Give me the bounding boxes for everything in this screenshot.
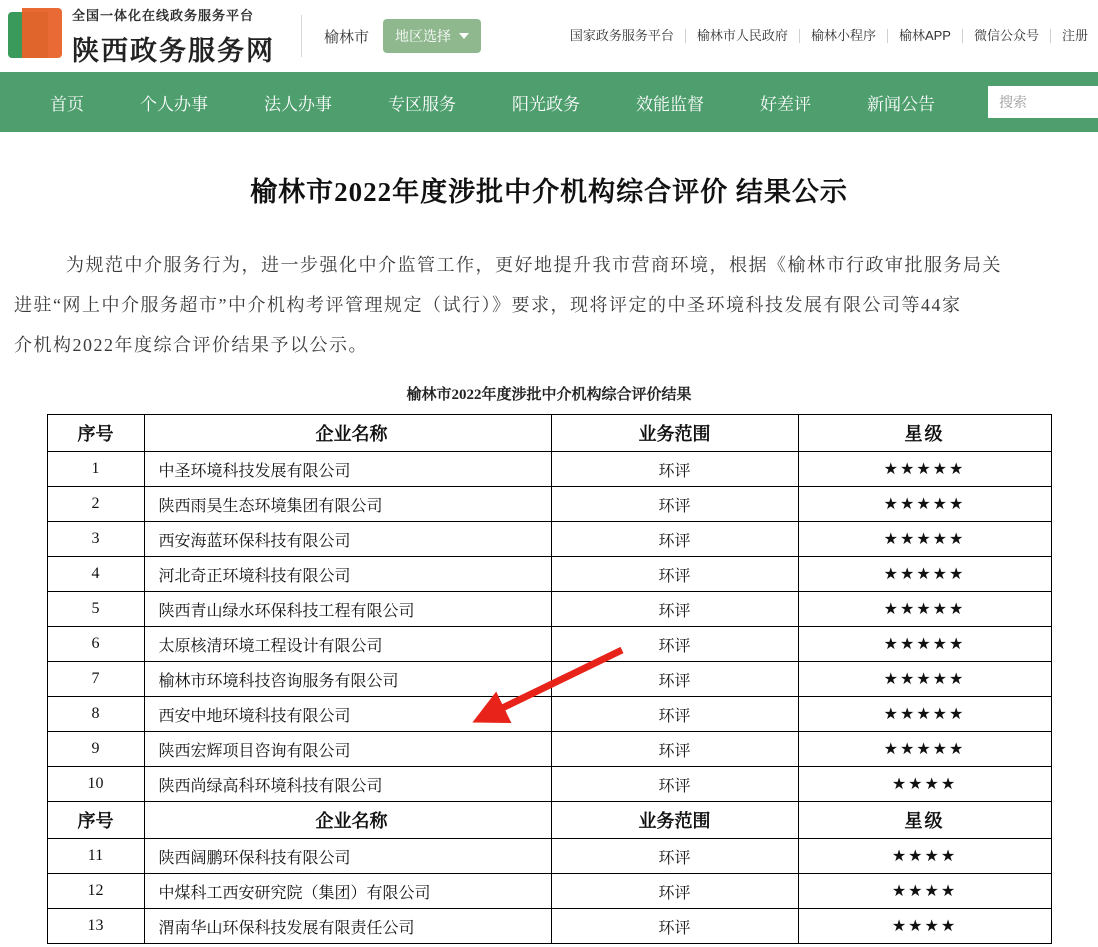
cell-index: 12 [47, 874, 144, 909]
site-header [0, 0, 1098, 72]
nav-item-legal-entity[interactable]: 法人办事 [264, 94, 332, 114]
nav-item-personal[interactable]: 个人办事 [140, 94, 208, 114]
cell-rating: ★★★★★ [798, 662, 1051, 697]
nav-item-sunshine-gov[interactable]: 阳光政务 [512, 94, 580, 114]
cell-company: 西安海蓝环保科技有限公司 [144, 522, 551, 557]
cell-scope: 环评 [551, 732, 798, 767]
article-paragraph-line-1 [0, 245, 1098, 285]
cell-index: 2 [47, 487, 144, 522]
cell-rating: ★★★★★ [798, 732, 1051, 767]
cell-index: 8 [47, 697, 144, 732]
column-header-index: 序号 [47, 415, 144, 452]
column-header-rating: 星级 [798, 415, 1051, 452]
table-header-row-repeat [47, 802, 1051, 839]
platform-title: 陕西政务服务网 [72, 35, 275, 66]
table-row [47, 522, 1051, 557]
nav-item-news[interactable]: 新闻公告 [867, 94, 935, 114]
table-row [47, 487, 1051, 522]
main-nav-items [0, 90, 963, 115]
cell-index: 1 [47, 452, 144, 487]
table-row [47, 452, 1051, 487]
cell-index: 4 [47, 557, 144, 592]
table-row [47, 662, 1051, 697]
cell-scope: 环评 [551, 627, 798, 662]
cell-index: 5 [47, 592, 144, 627]
table-row [47, 767, 1051, 802]
header-links [559, 29, 1098, 43]
paragraph-line-2-text: 进驻“网上中介服务超市”中介机构考评管理规定（试行）》要求，现将评定的中圣环境科技发展有限公司等44家 [14, 295, 962, 315]
cell-scope: 环评 [551, 839, 798, 874]
cell-scope: 环评 [551, 522, 798, 557]
cell-index: 13 [47, 909, 144, 944]
cell-rating: ★★★★★ [798, 452, 1051, 487]
cell-index: 10 [47, 767, 144, 802]
column-header-scope: 业务范围 [551, 415, 798, 452]
article-paragraph-line-2 [0, 285, 1098, 325]
nav-item-zone-service[interactable]: 专区服务 [388, 94, 456, 114]
nav-item-review[interactable]: 好差评 [760, 94, 811, 114]
cell-rating: ★★★★★ [798, 697, 1051, 732]
cell-index: 9 [47, 732, 144, 767]
cell-company: 渭南华山环保科技发展有限责任公司 [144, 909, 551, 944]
cell-company: 陕西宏辉项目咨询有限公司 [144, 732, 551, 767]
cell-scope: 环评 [551, 767, 798, 802]
search-placeholder: 搜索 [999, 94, 1027, 110]
header-link-register[interactable]: 注册 [1061, 28, 1088, 43]
header-link-app[interactable]: 榆林APP [888, 29, 963, 43]
table-caption: 榆林市2022年度涉批中介机构综合评价结果 [406, 387, 692, 403]
cell-rating: ★★★★ [798, 909, 1051, 944]
cell-rating: ★★★★ [798, 874, 1051, 909]
cell-rating: ★★★★ [798, 767, 1051, 802]
region-select-button[interactable] [383, 19, 481, 53]
column-header-scope: 业务范围 [551, 802, 798, 839]
chevron-down-icon [459, 33, 469, 39]
evaluation-results-table [47, 414, 1052, 944]
current-city-label: 榆林市 [324, 28, 370, 46]
cell-scope: 环评 [551, 557, 798, 592]
cell-company: 河北奇正环境科技有限公司 [144, 557, 551, 592]
column-header-company: 企业名称 [144, 802, 551, 839]
cell-rating: ★★★★★ [798, 627, 1051, 662]
cell-company: 西安中地环境科技有限公司 [144, 697, 551, 732]
table-row [47, 697, 1051, 732]
paragraph-line-3-text: 介机构2022年度综合评价结果予以公示。 [14, 335, 368, 355]
main-nav [0, 72, 1098, 132]
cell-rating: ★★★★★ [798, 522, 1051, 557]
platform-subtitle: 全国一体化在线政务服务平台 [72, 7, 255, 23]
column-header-index: 序号 [47, 802, 144, 839]
article-paragraph-line-3 [0, 325, 1098, 365]
cell-scope: 环评 [551, 592, 798, 627]
region-select-label: 地区选择 [395, 28, 452, 44]
header-link-miniprogram[interactable]: 榆林小程序 [800, 29, 888, 43]
site-logo-icon [8, 8, 62, 64]
header-link-national-platform[interactable]: 国家政务服务平台 [559, 29, 686, 43]
table-row [47, 839, 1051, 874]
cell-company: 中圣环境科技发展有限公司 [144, 452, 551, 487]
column-header-company: 企业名称 [144, 415, 551, 452]
header-link-wechat[interactable]: 微信公众号 [963, 29, 1051, 43]
cell-scope: 环评 [551, 487, 798, 522]
cell-rating: ★★★★★ [798, 592, 1051, 627]
cell-company: 太原核清环境工程设计有限公司 [144, 627, 551, 662]
cell-index: 7 [47, 662, 144, 697]
article-body [0, 132, 1098, 947]
cell-scope: 环评 [551, 662, 798, 697]
table-row [47, 592, 1051, 627]
table-row [47, 627, 1051, 662]
cell-scope: 环评 [551, 452, 798, 487]
column-header-rating: 星级 [798, 802, 1051, 839]
cell-index: 3 [47, 522, 144, 557]
cell-rating: ★★★★ [798, 839, 1051, 874]
cell-company: 陕西阔鹏环保科技有限公司 [144, 839, 551, 874]
cell-rating: ★★★★★ [798, 487, 1051, 522]
search-input[interactable] [988, 86, 1098, 118]
header-link-city-government[interactable]: 榆林市人民政府 [686, 29, 800, 43]
cell-company: 陕西青山绿水环保科技工程有限公司 [144, 592, 551, 627]
cell-rating: ★★★★★ [798, 557, 1051, 592]
site-logo-text [72, 5, 275, 68]
nav-item-home[interactable]: 首页 [50, 94, 84, 114]
header-divider [301, 15, 302, 57]
paragraph-line-1-text: 为规范中介服务行为，进一步强化中介监管工作，更好地提升我市营商环境，根据《榆林市行政审批服务局关 [66, 255, 1002, 275]
table-row [47, 557, 1051, 592]
table-row [47, 732, 1051, 767]
cell-scope: 环评 [551, 909, 798, 944]
page-title: 榆林市2022年度涉批中介机构综合评价 结果公示 [250, 177, 848, 207]
cell-company: 陕西雨昊生态环境集团有限公司 [144, 487, 551, 522]
table-header-row [47, 415, 1051, 452]
cell-company: 榆林市环境科技咨询服务有限公司 [144, 662, 551, 697]
table-row [47, 874, 1051, 909]
cell-index: 6 [47, 627, 144, 662]
table-row [47, 909, 1051, 944]
cell-company: 中煤科工西安研究院（集团）有限公司 [144, 874, 551, 909]
cell-index: 11 [47, 839, 144, 874]
nav-item-efficiency[interactable]: 效能监督 [636, 94, 704, 114]
cell-scope: 环评 [551, 697, 798, 732]
cell-company: 陕西尚绿高科环境科技有限公司 [144, 767, 551, 802]
cell-scope: 环评 [551, 874, 798, 909]
